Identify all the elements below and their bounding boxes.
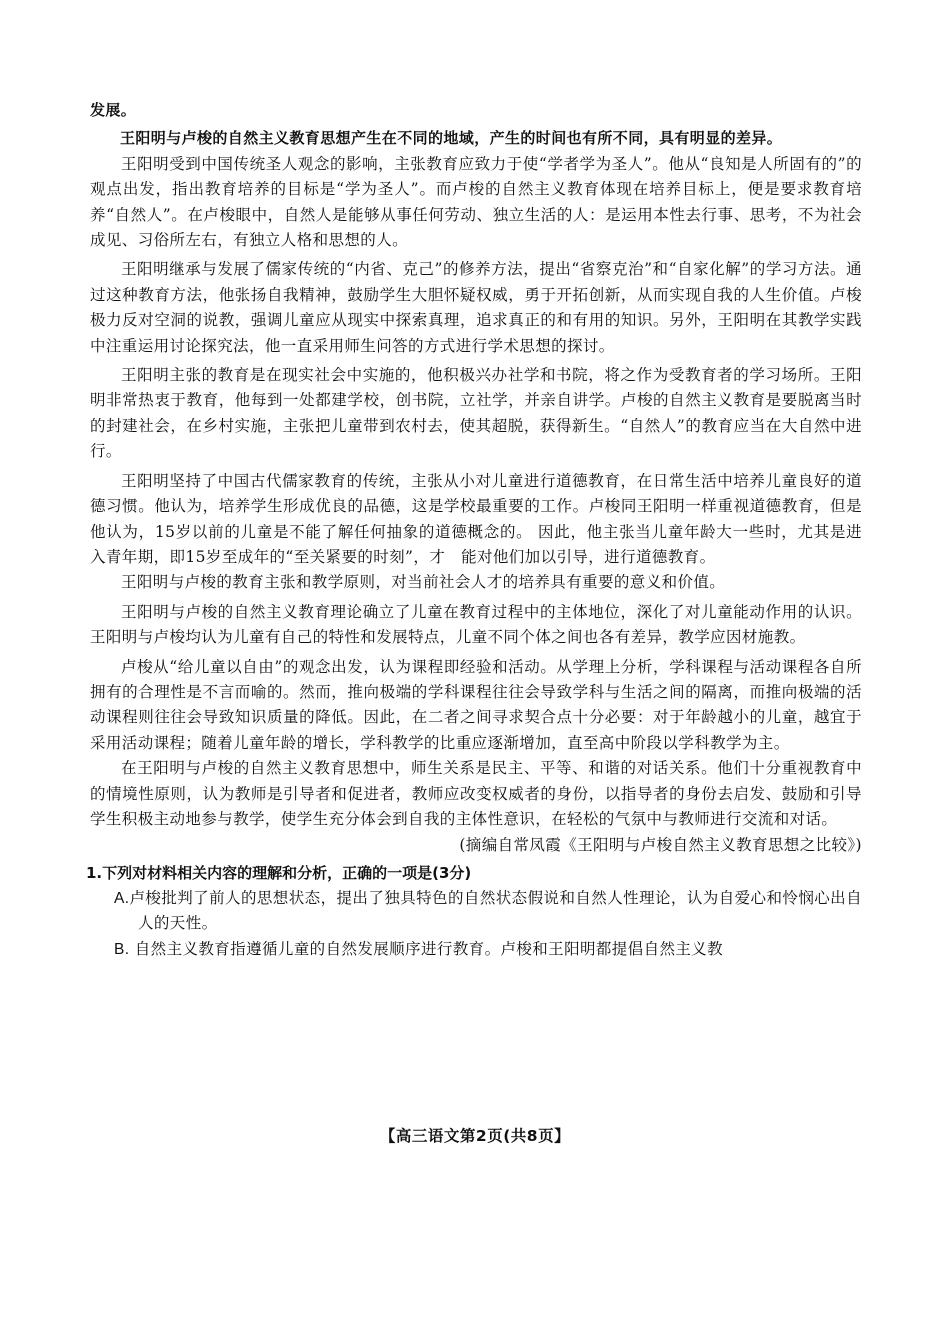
option-a-text: 卢梭批判了前人的思想状态，提出了独具特色的自然状态假说和自然人性理论，认为自爱心和怜悯心出自人的天性。 <box>129 888 862 933</box>
option-b <box>90 937 862 962</box>
question-stem: 1.下列对材料相关内容的理解和分析，正确的一项是(3分) <box>86 863 472 882</box>
paragraph-child-centered: 王阳明与卢梭的自然主义教育理论确立了儿童在教育过程中的主体地位，深化了对儿童能动作用的认识。王阳明与卢梭均认为儿童有自己的特性和发展特点，儿童不同个体之间也各有差异，教学应因材施教。 <box>90 602 862 647</box>
paragraph-significance: 王阳明与卢梭的教育主张和教学原则，对当前社会人才的培养具有重要的意义和价值。 <box>121 573 726 592</box>
document-body <box>86 98 862 962</box>
page-footer: 【高三语文第2页(共8页】 <box>379 1127 571 1145</box>
paragraph-methods: 王阳明继承与发展了儒家传统的“内省、克己”的修养方法，提出“省察克治”和“自家化解”的学习方法。通过这种教育方法，他张扬自我精神，鼓励学生大胆怀疑权威，勇于开拓创新，从而实现自我的人生价值。卢梭极力反对空洞的说教，强调儿童应从现实中探索真理，追求真正的和有用的知识。另外，王阳明在其教学实践中注重运用讨论探究法，他一直采用师生问答的方式进行学术思想的探讨。 <box>90 260 862 355</box>
option-b-text: 自然主义教育指遵循儿童的自然发展顺序进行教育。卢梭和王阳明都提倡自然主义教 <box>129 939 724 958</box>
option-a-letter: A. <box>114 889 130 907</box>
paragraph-teacher-student: 在王阳明与卢梭的自然主义教育思想中，师生关系是民主、平等、和谐的对话关系。他们十分重视教育中的情境性原则，认为教师是引导者和促进者，教师应改变权威者的身份，以指导者的身份去启发、鼓励和引导学生积极主动地参与教学，使学生充分体会到自我的主体性意识，在轻松的气氛中与教师进行交流和对话。 <box>90 759 862 828</box>
paragraph-thesis: 王阳明与卢梭的自然主义教育思想产生在不同的地域，产生的时间也有所不同，具有明显的差异。 <box>120 129 783 148</box>
paragraph-continuation: 发展。 <box>90 101 137 119</box>
paragraph-curriculum: 卢梭从“给儿童以自由”的观念出发，认为课程即经验和活动。从学理上分析，学科课程与活动课程各自所拥有的合理性是不言而喻的。然而，推向极端的学科课程往往会导致学科与生活之间的隔离，而推向极端的活动课程则往往会导致知识质量的降低。因此，在二者之间寻求契合点十分必要：对于年龄越小的儿童，越宜于采用活动课程；随着儿童年龄的增长，学科教学的比重应逐渐增加，直至高中阶段以学科教学为主。 <box>90 657 862 752</box>
paragraph-goals: 王阳明受到中国传统圣人观念的影响，主张教育应致力于使“学者学为圣人”。他从“良知是人所固有的”的观点出发，指出教育培养的目标是“学为圣人”。而卢梭的自然主义教育体现在培养目标上，便是要求教育培养“自然人”。在卢梭眼中，自然人是能够从事任何劳动、独立生活的人：是运用本性去行事、思考，不为社会成见、习俗所左右，有独立人格和思想的人。 <box>90 154 862 250</box>
option-b-letter: B. <box>114 940 130 958</box>
source-citation: (摘编自常凤霞《王阳明与卢梭自然主义教育思想之比较》) <box>459 836 862 855</box>
paragraph-moral-education: 王阳明坚持了中国古代儒家教育的传统，主张从小对儿童进行道德教育，在日常生活中培养儿童良好的道德习惯。他认为，培养学生形成优良的品德，这是学校最重要的工作。卢梭同王阳明一样重视道德教育，但是他认为，15岁以前的儿童是不能了解任何抽象的道德概念的。 因此，他主张当儿童年龄大一些时，尤其是进入青年期，即15岁至成年的“至关紧要的时刻”，才 能对他们加以引导，进行道德教育。 <box>90 471 862 566</box>
paragraph-setting: 王阳明主张的教育是在现实社会中实施的，他积极兴办社学和书院，将之作为受教育者的学习场所。王阳明非常热衷于教育，他每到一处都建学校，创书院，立社学，并亲自讲学。卢梭的自然主义教育是要脱离当时的封建社会，在乡村实施，主张把儿童带到农村去，使其超脱，获得新生。“自然人”的教育应当在大自然中进行。 <box>90 366 862 461</box>
option-a <box>90 886 862 937</box>
